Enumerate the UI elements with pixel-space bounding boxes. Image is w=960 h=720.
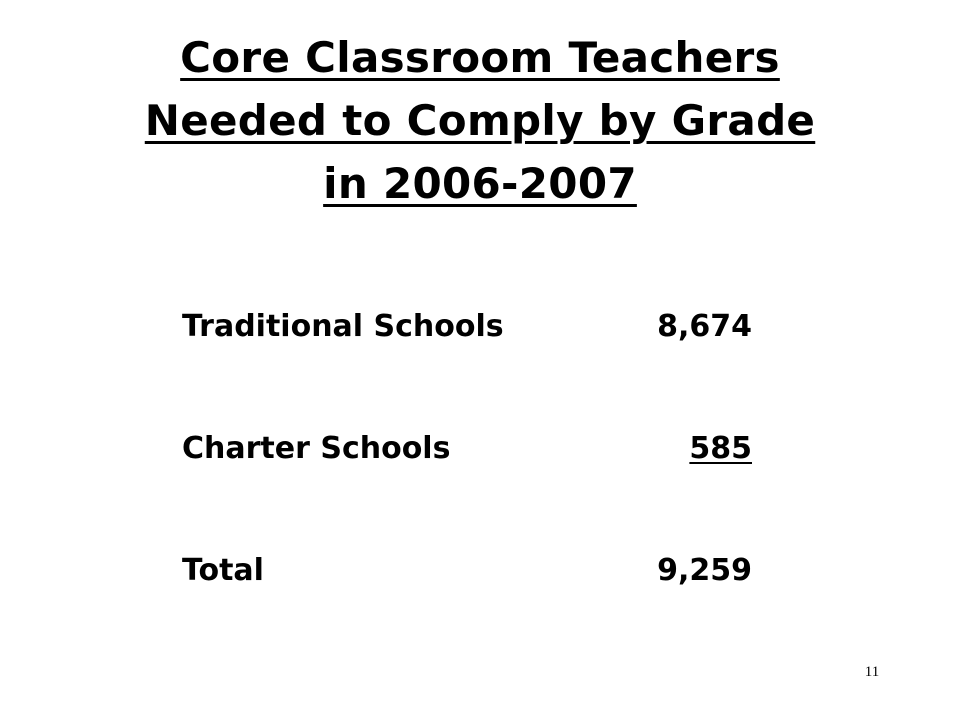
row-label-traditional-schools: Traditional Schools [182, 309, 504, 344]
title-line-3 [60, 152, 900, 215]
title-line-1-text: Core Classroom Teachers [180, 33, 780, 82]
row-label-charter-schools: Charter Schools [182, 431, 451, 466]
title-line-2 [60, 89, 900, 152]
title-line-3-text: in 2006-2007 [323, 159, 637, 208]
page-number: 11 [864, 664, 880, 680]
title-line-2-text: Needed to Comply by Grade [144, 96, 816, 145]
row-value-total: 9,259 [657, 553, 752, 588]
row-value-charter-schools: 585 [689, 431, 752, 466]
table-row-traditional-schools [182, 305, 752, 349]
row-label-total: Total [182, 553, 264, 588]
title-line-1 [60, 26, 900, 89]
slide-title [60, 26, 900, 215]
table-row-total [182, 549, 752, 593]
table-row-charter-schools [182, 427, 752, 471]
row-value-traditional-schools: 8,674 [657, 309, 752, 344]
